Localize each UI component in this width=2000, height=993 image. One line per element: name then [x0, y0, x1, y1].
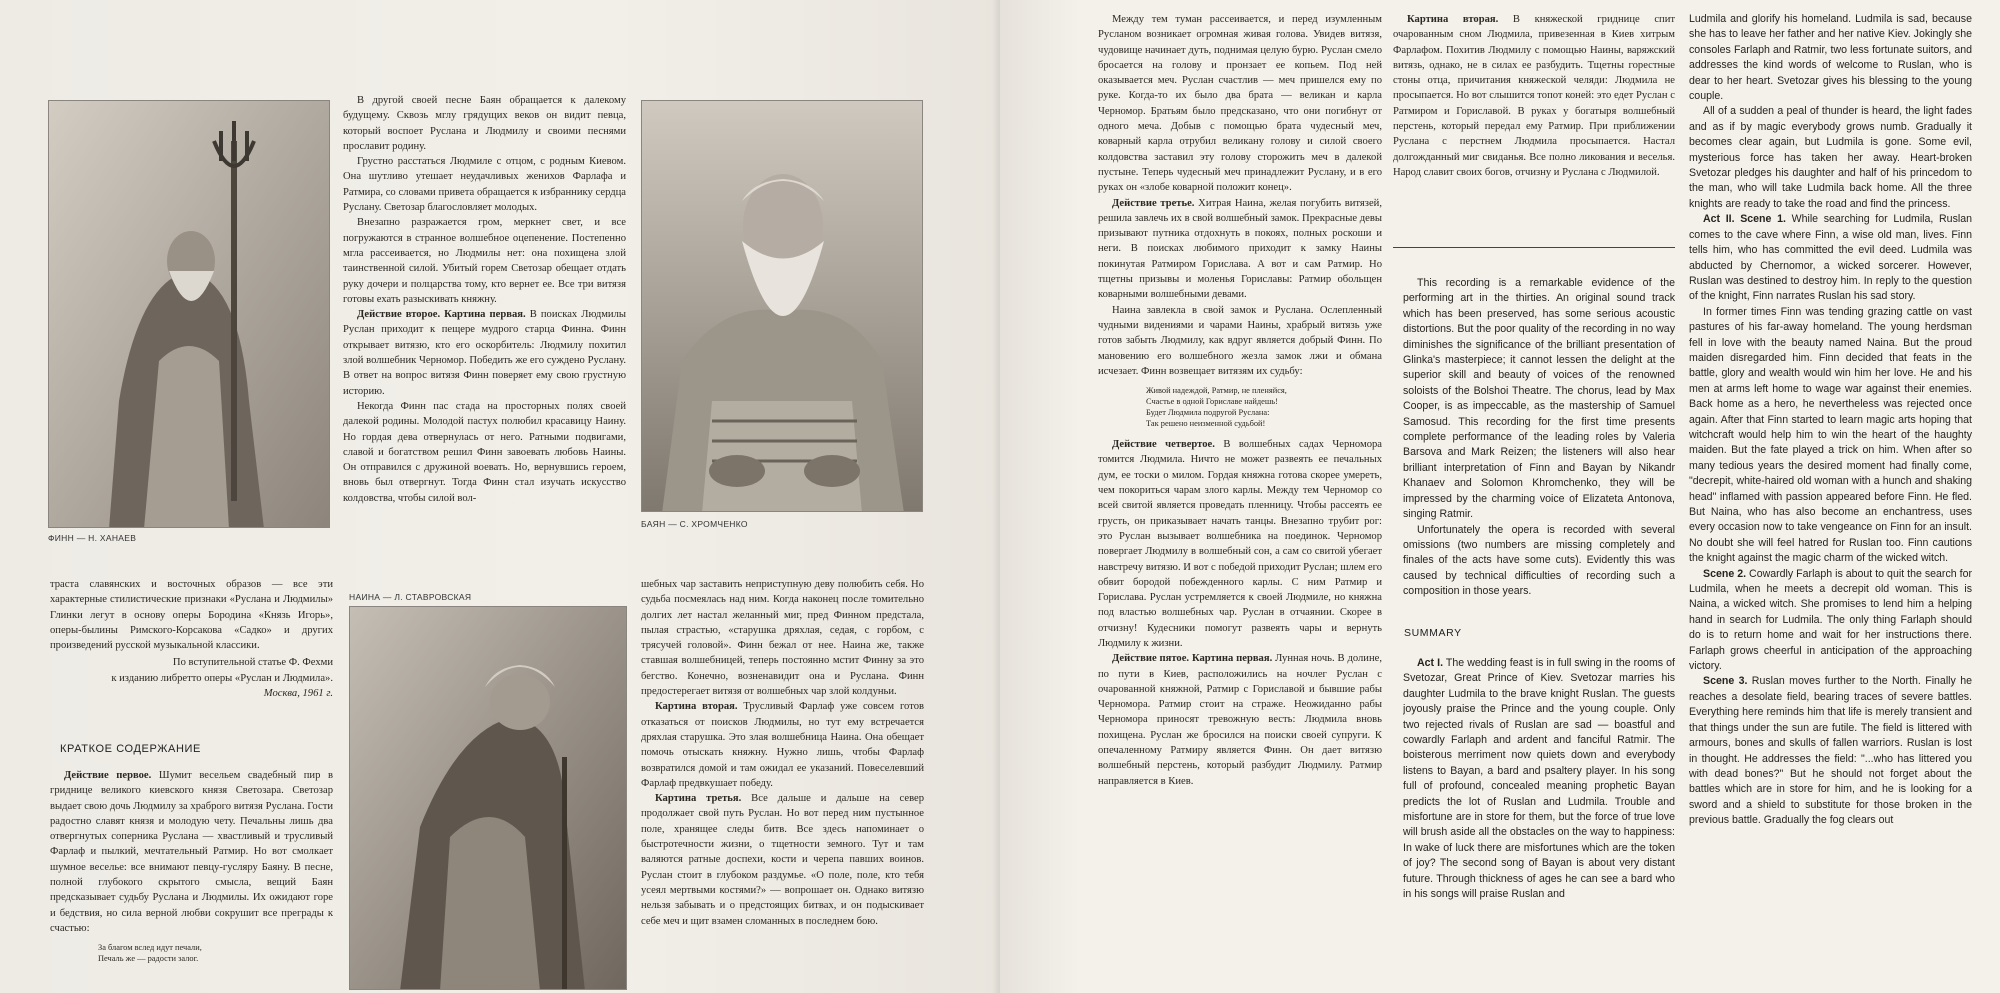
left-top-paragraph-3: Внезапно разражается гром, меркнет свет, и все погружаются в странное волшебное оцепенение. Постепенно мгла рассеивается, но Людмилы нет: она похищена злой таинственной силой. Убитый горем Светозар обещает отдать руку дочери и полцарства тому, кто вернет ее. Все три витязя готовы ехать разыскивать княжну. — [343, 217, 626, 305]
act5-heading-ru: Действие пятое. Картина первая. — [1112, 653, 1273, 665]
scene3-en — [1689, 674, 1972, 828]
summary-heading-en: SUMMARY — [1404, 627, 1462, 639]
intro-signature-3: Москва, 1961 г. — [263, 688, 333, 700]
act1-ru — [50, 768, 333, 936]
act1-heading-ru: Действие первое. — [64, 770, 152, 781]
scene3-ru — [641, 791, 924, 929]
finn-verse-line-4: Так решено неизменной судьбой! — [1146, 419, 1266, 429]
scene2-text-en: Cowardly Farlaph is about to quit the search for Ludmila, when he meets a decrepit old woman. This is Naina, a wicked witch. She promises to lend him a helping hand in search for Ludmila. The only thing Farlaph should do is to return home and wait for her instructions there. Farlaph grows cheerful in anticipation of the approaching victory. — [1689, 567, 1972, 673]
bayan-verse-line-1: За благом вслед идут печали, — [98, 943, 202, 953]
right-a-paragraph-3: Наина завлекла в свой замок и Руслана. Ослепленный чудными видениями и чарами Наины, храбрый витязь уже готов забыть Людмилу, как вдруг является добрый Финн. По мановению его волшебного жезла замок лжи и обмана исчезает. Финн возвещает витязям их судьбу: — [1098, 304, 1382, 377]
left-top-paragraph-5: Некогда Финн пас стада на просторных полях своей далекой родины. Молодой пастух полюбил красавицу Наину. Но гордая дева отвернулась от него. Ратными подвигами, славой и богатством решил Финн завоевать любовь Наины. Он отправился с дружиной воевать. Но, вернувшись героем, вновь был отвергнут. Тогда Финн стал изучать искусство колдовства, чтобы силой вол- — [343, 400, 626, 504]
right-column-b-en — [1403, 276, 1675, 606]
left-summary-column — [50, 768, 333, 993]
act2-text: В поисках Людмилы Руслан приходит к пещере мудрого старца Финна. Финн открывает витязю, кто его оскорбитель: Людмилу похитил злой волшебник Черномор. Победить же его суждено Руслану. В ответ на вопрос витязя Финн поверяет ему свою грустную историю. — [343, 309, 626, 397]
finn-story-continued: шебных чар заставить неприступную деву полюбить себя. Но судьба посмеялась над ним. Когда наконец после томительно долгих лет настал желанный миг, пред Финном предстала, пылая страстью, «старушка дряхлая, седая, с горбом, с трясучей головой». Финн бежал от нее. Наина же, также ставшая волшебницей, теперь постоянно мстит Финну за это бегство. Конечно, возненавидит она и Руслана. Финн предостерегает витязя от волшебных чар злой колдуньи. — [641, 579, 924, 698]
scene2-text-ru: Трусливый Фарлаф уже совсем готов отказаться от поисков Людмилы, но тут ему встречается дряхлая старушка. Это злая волшебница Наина. Она обещает помочь отыскать княжну. Нужно лишь, чтобы Фарлаф возвратился домой и там ожидал ее указаний. Повеселевший Фарлаф предвкушает победу. — [641, 701, 924, 789]
finn-verse-line-1: Живой надеждой, Ратмир, не пленяйся, — [1146, 386, 1287, 396]
scene3-text-en: Ruslan moves further to the North. Finally he reaches a desolate field, bearing traces of severe battles. Everything here reminds him that life is merely transient and that things under the sun are futile. The field is littered with armours, bones and skulls of fallen warriors. Ruslan is lost in thought. He addresses the field: "...who has littered you with dead bones?" But he should not forget about the battles which are in store for him, and he is looking for a sword and a shield to substitute for those broken in the previous battle. Gradually the fog clears out — [1689, 675, 1972, 827]
right-a-paragraph-1: Между тем туман рассеивается, и перед изумленным Русланом возникает огромная живая голова. Увидев витязя, чудовище начинает дуть, поднимая целую бурю. Руслан смело бросается на голову и пронзает ее копьем. Под ней оказывается меч. Руслан счастлив — меч пришелся ему по руке. Когда-то их было два брата — великан и карла Черномор. Братьям было предсказано, что они погибнут от одного меча. Добыв с помощью брата чудесный меч, коварный карла отрубил великану голову и силой своего колдовства заставил эту голову сторожить меч в далекой пустыне. Теперь чудесный меч принадлежит Руслану, и в его руках он «злобе коварной положит конец». — [1098, 14, 1382, 194]
right-column-b-summary — [1403, 656, 1675, 993]
recording-paragraph-1: This recording is a remarkable evidence of the performing art in the thirties. An original sound track which has been preserved, has some serious acoustic distortions. But the poor quality of the recording in no way diminishes the significance of the brilliant presentation of Glinka's masterpiece; it cannot lessen the delight at the superior skill and beauty of voices of the renowned soloists of the Bolshoi Theatre. The chorus, lead by Max Cooper, is as impeccable, as the mastership of Samuel Samosud. This recording for the first time presents complete performance of the leading roles by Valeria Barsova and Mark Reizen; the listeners will also hear brilliant interpretation of Finn and Bayan by Nikandr Khanaev and Solomon Khromchenko, they will be impressed by the charming voice of Elizateta Antonova, singing Ratmir. — [1403, 277, 1675, 521]
finn-verse-line-2: Счастье в одной Гориславе найдешь! — [1146, 397, 1278, 407]
naina-photo — [349, 606, 627, 990]
naina-figure-image — [350, 607, 627, 990]
right-page — [1000, 0, 2000, 993]
scene2-ru — [641, 699, 924, 791]
section-divider — [1393, 247, 1675, 248]
scene3-text-ru: Все дальше и дальше на север продолжает свой путь Руслан. Но вот перед ним пустынное поле, хранящее следы битв. Все здесь напоминает о быстротечности жизни, о тщетности земного. Тут и там валяются ратные доспехи, кости и черепа павших воинов. Руслан стоит в глубоком раздумье. «О поле, поле, кто тебя усеял мертвыми костями?» — вопрошает он. Однако витязю нельзя забывать и о предстоящих битвах, и он подыскивает себе меч и щит взамен сломанных в последнем бою. — [641, 793, 924, 927]
act1-heading-en: Act I. — [1417, 657, 1444, 669]
right-column-b-ru — [1393, 12, 1675, 232]
left-top-paragraph-1: В другой своей песне Баян обращается к далекому будущему. Сквозь мглу грядущих веков он видит певца, который воспоет Руслана и Людмилу и своими песнями прославит родину. — [343, 95, 626, 152]
right-column-a — [1098, 12, 1382, 993]
act2-text-en: While searching for Ludmila, Ruslan comes to the cave where Finn, a wise old man, lives. Finn tells him, who has committed the evil deed. Ludmila was abducted by Chernomor, a wicked sorcerer. However, Ruslan was destined to destroy him. In reply to the question of the knight, Finn narrates Ruslan his sad story. — [1689, 213, 1972, 303]
act3-text-ru: Хитрая Наина, желая погубить витязей, решила завлечь их в свой волшебный замок. Прекрасные девы призывают путника отдохнуть в покоях, полных роскоши и неги. В поисках любимого приходит к замку Наины покинутая Ратмиром Горислава. А вот и сам Ратмир. Но тщетны призывы и моленья Гориславы: Ратмир обольщен коварными волшебными девами. — [1098, 197, 1382, 301]
scene3-heading-ru: Картина третья. — [655, 793, 742, 805]
scene2-en — [1689, 567, 1972, 675]
act1-text-en: The wedding feast is in full swing in the rooms of Svetozar, Great Prince of Kiev. Svetozar marries his daughter Ludmila to the brave knight Ruslan. The guests joyously praise the Prince and the young couple. Only two rejected rivals of Ruslan are sad — boastful and cowardly Farlaph and ardent and fanciful Ratmir. The boisterous merriment now quiets down and everybody listens to Bayan, a bard and psaltery player. In his song full of profound, concealed meaning prophetic Bayan predicts the lot of Ruslan and Ludmila. Trouble and misfortune are in store for them, but the force of true love will brush aside all the obstacles on the way to happiness: In wake of luck there are misfortunes which are the token of joy? The second song of Bayan is about very distant future. Through thickness of ages he can see a bard who in his songs will praise Ruslan and — [1403, 657, 1675, 901]
finn-caption: ФИНН — Н. ХАНАЕВ — [48, 533, 137, 543]
finn-figure-image — [49, 101, 330, 528]
left-middle-column — [641, 577, 924, 993]
finn-verse — [1146, 385, 1382, 429]
scene2-heading-ru: Картина вторая. — [655, 701, 738, 713]
act2-en — [1689, 212, 1972, 304]
act1-text-ru: Шумит весельем свадебный пир в гриднице великого киевского князя Светозара. Светозар выдает свою дочь Людмилу за храброго витязя Руслана. Гости радостно славят князя и молодую чету. Печальны лишь два отвергнутых соперника Руслана — хвастливый и трусливый Фарлаф и пылкий, мечтательный Ратмир. Но вот смолкает шумное веселье: все внимают певцу-гусляру Баяну. В песне, полной глубокого скрытого смысла, вещий Баян предсказывает судьбу Руслана и Людмилы. Их ожидают горе и бедствия, но сила верной любви сокрушит все преграды к счастью: — [50, 770, 333, 934]
finn-verse-line-3: Будет Людмила подругой Руслана: — [1146, 408, 1270, 418]
act5-ru — [1098, 651, 1382, 789]
act3-ru — [1098, 196, 1382, 303]
act4-ru — [1098, 437, 1382, 651]
left-top-act2 — [343, 307, 626, 399]
scene2-heading-en: Scene 2. — [1703, 567, 1747, 580]
act5-scene2-text-ru: В княжеской гриднице спит очарованным сном Людмила, привезенная в Киев хитрым Фарлафом. Похитив Людмилу с помощью Наины, варяжский витязь, однако, не в силах ее разбудить. Тщетны горестные стоны отца, причитания княжеской челяди: Людмила не просыпается. Но вот слышится топот коней: это едет Руслан с Ратмиром и Гориславой. В руках у богатыря волшебный перстень, который передал ему Ратмир. При приближении Руслана с перстнем Людмила просыпается. Настал долгожданный миг свиданья. Все полно ликования и веселья. Народ славит своих богов, отчизну и Руслана с Людмилой. — [1393, 14, 1675, 178]
act1-en — [1403, 656, 1675, 903]
summary-heading-ru: КРАТКОЕ СОДЕРЖАНИЕ — [60, 743, 201, 755]
act2-heading: Действие второе. Картина первая. — [357, 309, 526, 321]
intro-paragraph: траста славянских и восточных образов — все эти характерные стилистические признаки «Руслана и Людмилы» Глинки легут в основу оперы Бородина «Князь Игорь», оперы-былины Римского-Корсакова «Садко» и других произведений русской музыкальной классики. — [50, 579, 333, 652]
right-c-paragraph-1: Ludmila and glorify his homeland. Ludmila is sad, because she has to leave her father and her native Kiev. Jokingly she consoles Farlaph and Ratmir, two less fortunate suitors, and addresses the kind words of welcome to Ruslan, who is dear to her heart. Svetozar gives his blessing to the young couple. — [1689, 13, 1972, 103]
act4-text-ru: В волшебных садах Черномора томится Людмила. Ничто не может развеять ее печальных дум, ее тоски о милом. Гордая княжна готова скорее умереть, чем покориться чарам злого карлы. Между тем Черномор со всей свитой является проведать пленницу. Чтобы рассеять ее грусть, он приказывает начать танцы. Внезапно трубит рог: это Руслан вызывает волшебника на поединок. Черномор повергает Людмилу в волшебный сон, а сам со свитой убегает навстречу витязю. И вот с победой приходит Руслан; шлем его обвит бородой побежденного карлы. С ним Ратмир и Горислава. Руслан устремляется к своей Людмиле, но княжна под властью волшебных чар. Руслан в отчаянии. Скорее в отчизну! Кудесники помогут развеять чары и вернуть Людмилу к жизни. — [1098, 439, 1382, 649]
intro-signature-1: По вступительной статье Ф. Фехми — [172, 657, 333, 669]
scene3-heading-en: Scene 3. — [1703, 675, 1748, 688]
left-top-paragraph-2: Грустно расстаться Людмиле с отцом, с родным Киевом. Она шутливо утешает неудачливых женихов Фарлафа и Ратмира, со словами привета обращается к избраннику сердца Руслану. Светозар благословляет молодых. — [343, 156, 626, 214]
left-top-column — [343, 93, 626, 553]
act5-text-ru: Лунная ночь. В долине, по пути в Киев, расположились на ночлег Руслан с очарованной княжной, Ратмир с Гориславой и бывшие рабы Черномора. Ратмир стоит на страже. Неожиданно рабы Черномора приносят тревожную весть: Людмила вновь похищена. Руслан же бросился на поиски своей супруги. К опечаленному Ратмиру является Финн. Он дает витязю волшебный перстень, который разбудит Людмилу. Ратмир направляется в Киев. — [1098, 653, 1382, 787]
bayan-verse-line-2: Печаль же — радости залог. — [98, 954, 199, 964]
act5-scene2-ru — [1393, 12, 1675, 180]
intro-signature-2: к изданию либретто оперы «Руслан и Людмила». — [111, 672, 333, 684]
bayan-caption: БАЯН — С. ХРОМЧЕНКО — [641, 519, 748, 529]
bayan-photo — [641, 100, 923, 512]
right-c-paragraph-2: All of a sudden a peal of thunder is heard, the light fades and as if by magic everybody grows numb. Gradually it becomes clear again, but Ludmila is gone. Some evil, mysterious force has taken her away. Heart-broken Svetozar pledges his daughter and half of his princedom to the man, who will take Ludmila back home. All the three knights are ready to take the road and find the princess. — [1689, 105, 1972, 210]
recording-paragraph-2: Unfortunately the opera is recorded with several omissions (two numbers are missing completely and finales of the acts have some cuts). Evidently this was caused by technical difficulties of recording such a composition in those years. — [1403, 523, 1675, 598]
left-intro-column — [50, 577, 333, 717]
right-c-paragraph-4: In former times Finn was tending grazing cattle on vast pastures of his far-away homeland. The young herdsman fell in love with the beauty named Naina. But the proud maiden disregarded him. Finn decided that feats in the battle, glory and wealth would win him her love. He and his men at arms left home to wage war against their enemies. Back home as a hero, he nevertheless was rejected once again. After that Finn started to learn magic arts hoping that witchcraft would help him to win the heart of the haughty maiden. But the fate played a trick on him. When after so many tedious years the desired moment had finally come, "decrepit, white-haired old woman with a hunch and shaking head" inflamed with passion appeared before Finn. He fled. But Naina, who has also become an enchantress, uses every occasion now to take vengeance on Finn for an insult. No doubt she will feel hatred for Ruslan too. Finn cautions the knight against the magic charm of the wicked witch. — [1689, 305, 1972, 565]
bayan-verse — [98, 942, 333, 964]
right-column-c — [1689, 12, 1972, 993]
act3-heading-ru: Действие третье. — [1112, 197, 1195, 209]
naina-caption: НАИНА — Л. СТАВРОВСКАЯ — [349, 592, 472, 602]
act5-scene2-heading-ru: Картина вторая. — [1407, 14, 1499, 25]
act2-heading-en: Act II. Scene 1. — [1703, 213, 1786, 226]
finn-photo — [48, 100, 330, 528]
bayan-figure-image — [642, 101, 923, 512]
act4-heading-ru: Действие четвертое. — [1112, 439, 1215, 451]
